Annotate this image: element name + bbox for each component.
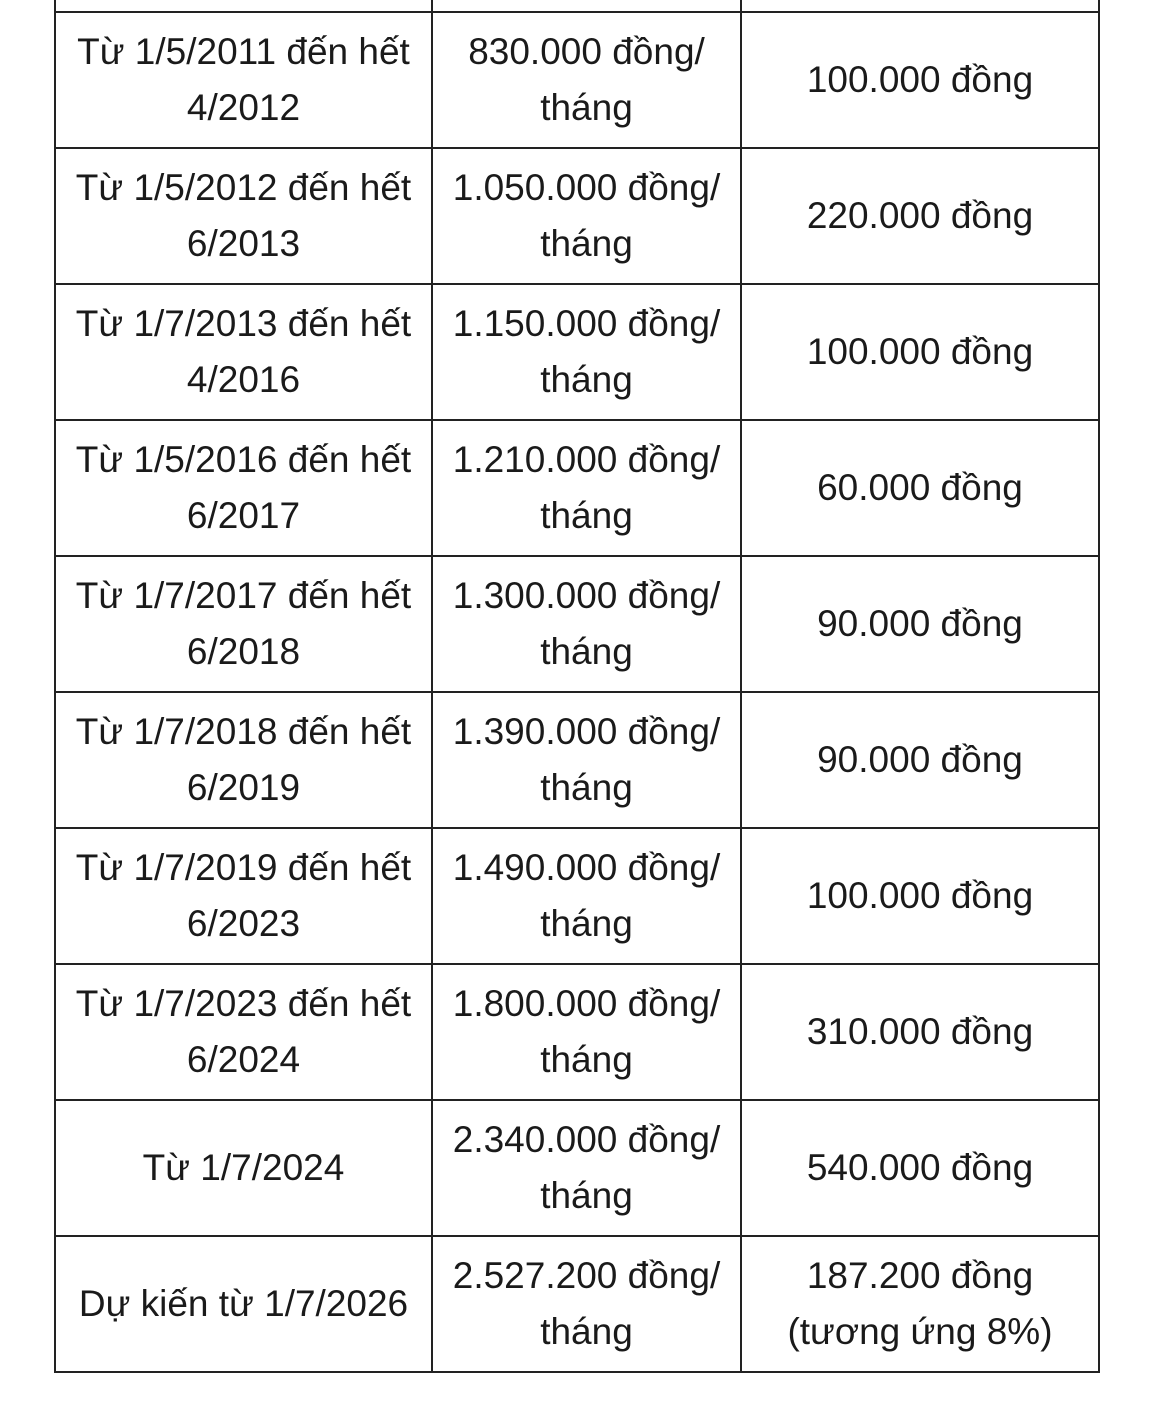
increase-cell: 60.000 đồng (741, 420, 1099, 556)
table-row (55, 1100, 1099, 1236)
base-salary-cell: 1.390.000 đồng/ tháng (432, 692, 741, 828)
table-row (55, 12, 1099, 148)
table-row (55, 1236, 1099, 1372)
increase-cell: 220.000 đồng (741, 148, 1099, 284)
base-salary-cell: 1.210.000 đồng/ tháng (432, 420, 741, 556)
increase-cell: 100.000 đồng (741, 284, 1099, 420)
table-row (55, 828, 1099, 964)
base-salary-cell: 2.527.200 đồng/ tháng (432, 1236, 741, 1372)
period-cell: Dự kiến từ 1/7/2026 (55, 1236, 432, 1372)
table-row (55, 556, 1099, 692)
period-cell: Từ 1/7/2024 (55, 1100, 432, 1236)
increase-cell: 100.000 đồng (741, 828, 1099, 964)
base-salary-cell: 1.150.000 đồng/ tháng (432, 284, 741, 420)
increase-cell: 90.000 đồng (741, 692, 1099, 828)
table-row-partial (55, 0, 1099, 12)
increase-cell: 187.200 đồng (tương ứng 8%) (741, 1236, 1099, 1372)
base-salary-cell: 1.800.000 đồng/ tháng (432, 964, 741, 1100)
base-salary-cell (432, 0, 741, 12)
period-cell: Từ 1/5/2011 đến hết 4/2012 (55, 12, 432, 148)
period-cell: Từ 1/5/2016 đến hết 6/2017 (55, 420, 432, 556)
base-salary-cell: 1.050.000 đồng/ tháng (432, 148, 741, 284)
period-cell: Từ 1/7/2018 đến hết 6/2019 (55, 692, 432, 828)
period-cell: Từ 1/7/2023 đến hết 6/2024 (55, 964, 432, 1100)
period-cell: Từ 1/7/2019 đến hết 6/2023 (55, 828, 432, 964)
base-salary-cell: 830.000 đồng/ tháng (432, 12, 741, 148)
period-cell (55, 0, 432, 12)
base-salary-cell: 1.490.000 đồng/ tháng (432, 828, 741, 964)
table-row (55, 692, 1099, 828)
increase-cell (741, 0, 1099, 12)
table-body (55, 0, 1099, 1372)
period-cell: Từ 1/5/2012 đến hết 6/2013 (55, 148, 432, 284)
period-cell: Từ 1/7/2017 đến hết 6/2018 (55, 556, 432, 692)
increase-cell: 100.000 đồng (741, 12, 1099, 148)
table-row (55, 964, 1099, 1100)
base-salary-cell: 1.300.000 đồng/ tháng (432, 556, 741, 692)
period-cell: Từ 1/7/2013 đến hết 4/2016 (55, 284, 432, 420)
base-salary-cell: 2.340.000 đồng/ tháng (432, 1100, 741, 1236)
increase-cell: 310.000 đồng (741, 964, 1099, 1100)
table-row (55, 284, 1099, 420)
base-salary-table (54, 0, 1100, 1373)
increase-cell: 90.000 đồng (741, 556, 1099, 692)
table-row (55, 148, 1099, 284)
increase-cell: 540.000 đồng (741, 1100, 1099, 1236)
table-row (55, 420, 1099, 556)
